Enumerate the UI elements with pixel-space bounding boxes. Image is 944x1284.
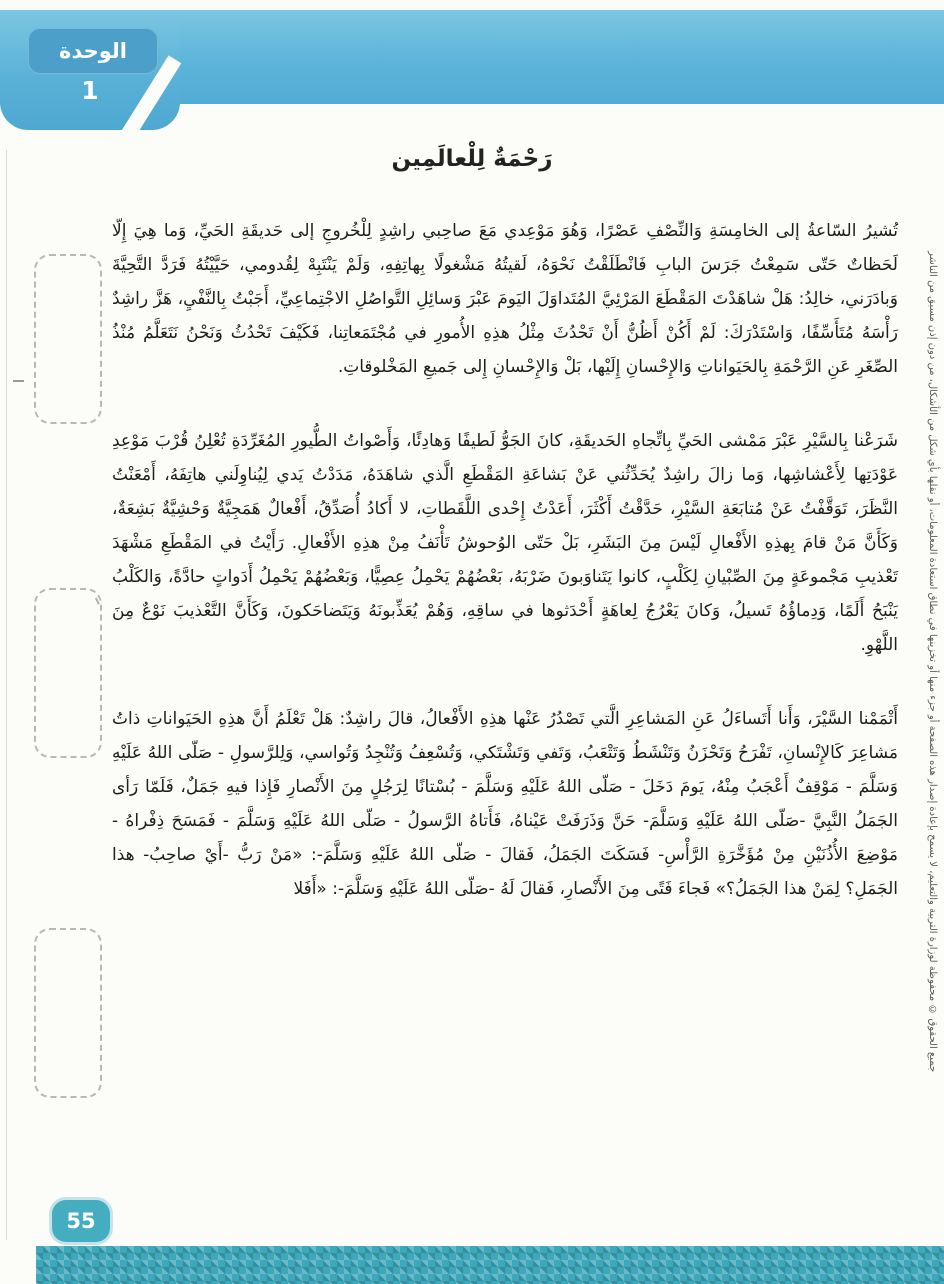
unit-number: 1 [81, 76, 99, 105]
paragraph-2: شَرَعْنا بِالسَّيْرِ عَبْرَ مَمْشى الحَيِّ بِاتِّجاهِ الحَديقَةِ، كانَ الجَوُّ لَطيفًا وَهادِئًا، وَأَصْواتُ الطُّيورِ المُغَرِّدَةِ تُعْلِنُ قُرْبَ مَوْعِدِ عَوْدَتِها لِأَعْشاشِها، وَما زالَ راشِدٌ يُحَدِّثُني عَنْ بَشاعَةِ المَقْطَعِ الَّذي شاهَدَهُ، مَدَدْتُ يَدي لِيُناوِلَني هاتِفَهُ، أَمْعَنْتُ النَّظَرَ، تَوَقَّفْتُ عَنْ مُتابَعَةِ السَّيْرِ، حَدَّقْتُ أَكْثَرَ، أَعَدْتُ إِحْدى اللَّقَطاتِ، لا أَكادُ أُصَدِّقُ، أَفْعالٌ هَمَجِيَّةٌ وَحْشِيَّةٌ بَشِعَةٌ، وَكَأَنَّ مَنْ قامَ بِهذِهِ الأَفْعالِ لَيْسَ مِنَ البَشَرِ، بَلْ حَتّى الوُحوشُ تَأْنَفُ مِنْ هذِهِ الأَفْعالِ. رَأَيْتُ في المَقْطَعِ مَشْهَدَ تَعْذيبِ مَجْموعَةٍ مِنَ الصِّبْيانِ لِكَلْبٍ، كانوا يَتَناوَبونَ ضَرْبَهُ، بَعْضُهُمْ يَحْمِلُ عِصِيًّا، وَبَعْضُهُمْ يَحْمِلُ أَدَواتٍ حادَّةً، وَالكَلْبُ يَنْبَحُ أَلَمًا، وَدِماؤُهُ تَسيلُ، وَكانَ يَعْرُجُ لِعاهَةٍ أَحْدَثوها في ساقِهِ، وَهُمْ يُعَذِّبونَهُ وَيَتَضاحَكونَ، وَكَأَنَّ التَّعْذيبَ نَوْعٌ مِنَ اللَّهْوِ. [112, 431, 898, 655]
page-number-badge: 55 [52, 1200, 110, 1242]
decorative-mosaic-pattern [36, 1246, 944, 1284]
unit-header-left-panel [0, 10, 180, 130]
paragraph-1: تُشيرُ السّاعةُ إلى الخامِسَةِ وَالنِّصْفِ عَصْرًا، وَهُوَ مَوْعِدي مَعَ صاحِبي راشِدٍ لِلْخُروجِ إلى حَديقَةِ الحَيِّ، وَما هِيَ إِلّا لَحَظاتٌ حَتّى سَمِعْتُ جَرَسَ البابِ فَانْطَلَقْتُ نَحْوَهُ، لَقيتُهُ مَشْغولًا بِهاتِفِهِ، وَلَمْ يَنْتَبِهْ لِقُدومي، حَيَّيْتُهُ فَرَدَّ التَّحِيَّةَ وَبادَرَني، خالِدُ: هَلْ شاهَدْتَ المَقْطَعَ المَرْئِيَّ المُتَداوَلَ اليَومَ عَبْرَ وَسائِلِ التَّواصُلِ الاجْتِماعِيِّ، أَجَبْتُ بِالنَّفْيِ، هَزَّ راشِدٌ رَأْسَهُ مُتَأَسِّفًا، وَاسْتَدْرَكَ: لَمْ أَكُنْ أَظُنُّ أَنْ تَحْدُثَ مِثْلُ هذِهِ الأُمورِ في مُجْتَمَعاتِنا، فَكَيْفَ تَحْدُثُ وَنَحْنُ نَتَعَلَّمُ مُنْذُ الصِّغَرِ عَنِ الرَّحْمَةِ بِالحَيَواناتِ وَالإِحْسانِ إِلَيْها، بَلْ وَالإِحْسانِ إِلى جَميعِ المَخْلوقاتِ. [112, 221, 898, 377]
lesson-text [112, 214, 898, 946]
margin-dash [13, 380, 24, 382]
annotation-box-1 [34, 254, 102, 424]
copyright-vertical-text: جميع الحقوق © محفوظة لوزارة التربية والتعليم، لا يسمح بإعادة إصدار هذه الصفحة أو جزء منها أو تخزينها في نطاق استعادة المعلومات، أو نقلها بأي شكل من الأشكال، من دون إذن مسبق من الناشر [927, 250, 938, 1072]
lesson-title: رَحْمَةٌ لِلْعالَمِين [391, 146, 553, 172]
unit-label: الوحدة [59, 39, 127, 63]
annotation-box-3 [34, 928, 102, 1098]
page-edge-line [6, 150, 7, 1240]
unit-tab [28, 28, 158, 74]
annotation-box-2 [34, 588, 102, 758]
paragraph-3: أَتْمَمْنا السَّيْرَ، وَأَنا أَتَساءَلُ عَنِ المَشاعِرِ الَّتي تَصْدُرُ عَنْها هذِهِ الأَفْعالُ، قالَ راشِدٌ: هَلْ تَعْلَمُ أَنَّ هذِهِ الحَيَواناتِ ذاتُ مَشاعِرَ كَالإِنْسانِ، تَفْرَحُ وَتَحْزَنُ وَتَنْشَطُ وَتَتْعَبُ، وَتَفي وَتَشْتَكي، وَتُسْعِفُ وَتُنْجِدُ وَتُواسي، وَلِلرَّسولِ - صَلّى اللهُ عَلَيْهِ وَسَلَّمَ - مَوْقِفٌ أَعْجَبُ مِنْهُ، يَومَ دَخَلَ - صَلّى اللهُ عَلَيْهِ وَسَلَّمَ - بُسْتانًا لِرَجُلٍ مِنَ الأَنْصارِ فَإِذا فيهِ جَمَلٌ، فَلَمّا رَأى الجَمَلُ النَّبِيَّ -صَلّى اللهُ عَلَيْهِ وَسَلَّمَ- حَنَّ وَذَرَفَتْ عَيْناهُ، فَأَتاهُ الرَّسولُ - صَلّى اللهُ عَلَيْهِ وَسَلَّمَ - فَمَسَحَ ذِفْراهُ - مَوْضِعَ الأُذُنَيْنِ مِنْ مُؤَخَّرَةِ الرَّأْسِ- فَسَكَتَ الجَمَلُ، فَقالَ - صَلّى اللهُ عَلَيْهِ وَسَلَّمَ-: «مَنْ رَبُّ -أَيْ صاحِبُ- هذا الجَمَلِ؟ لِمَنْ هذا الجَمَلُ؟» فَجاءَ فَتًى مِنَ الأَنْصارِ، فَقالَ لَهُ -صَلّى اللهُ عَلَيْهِ وَسَلَّمَ-: «أَفَلا [112, 709, 898, 899]
